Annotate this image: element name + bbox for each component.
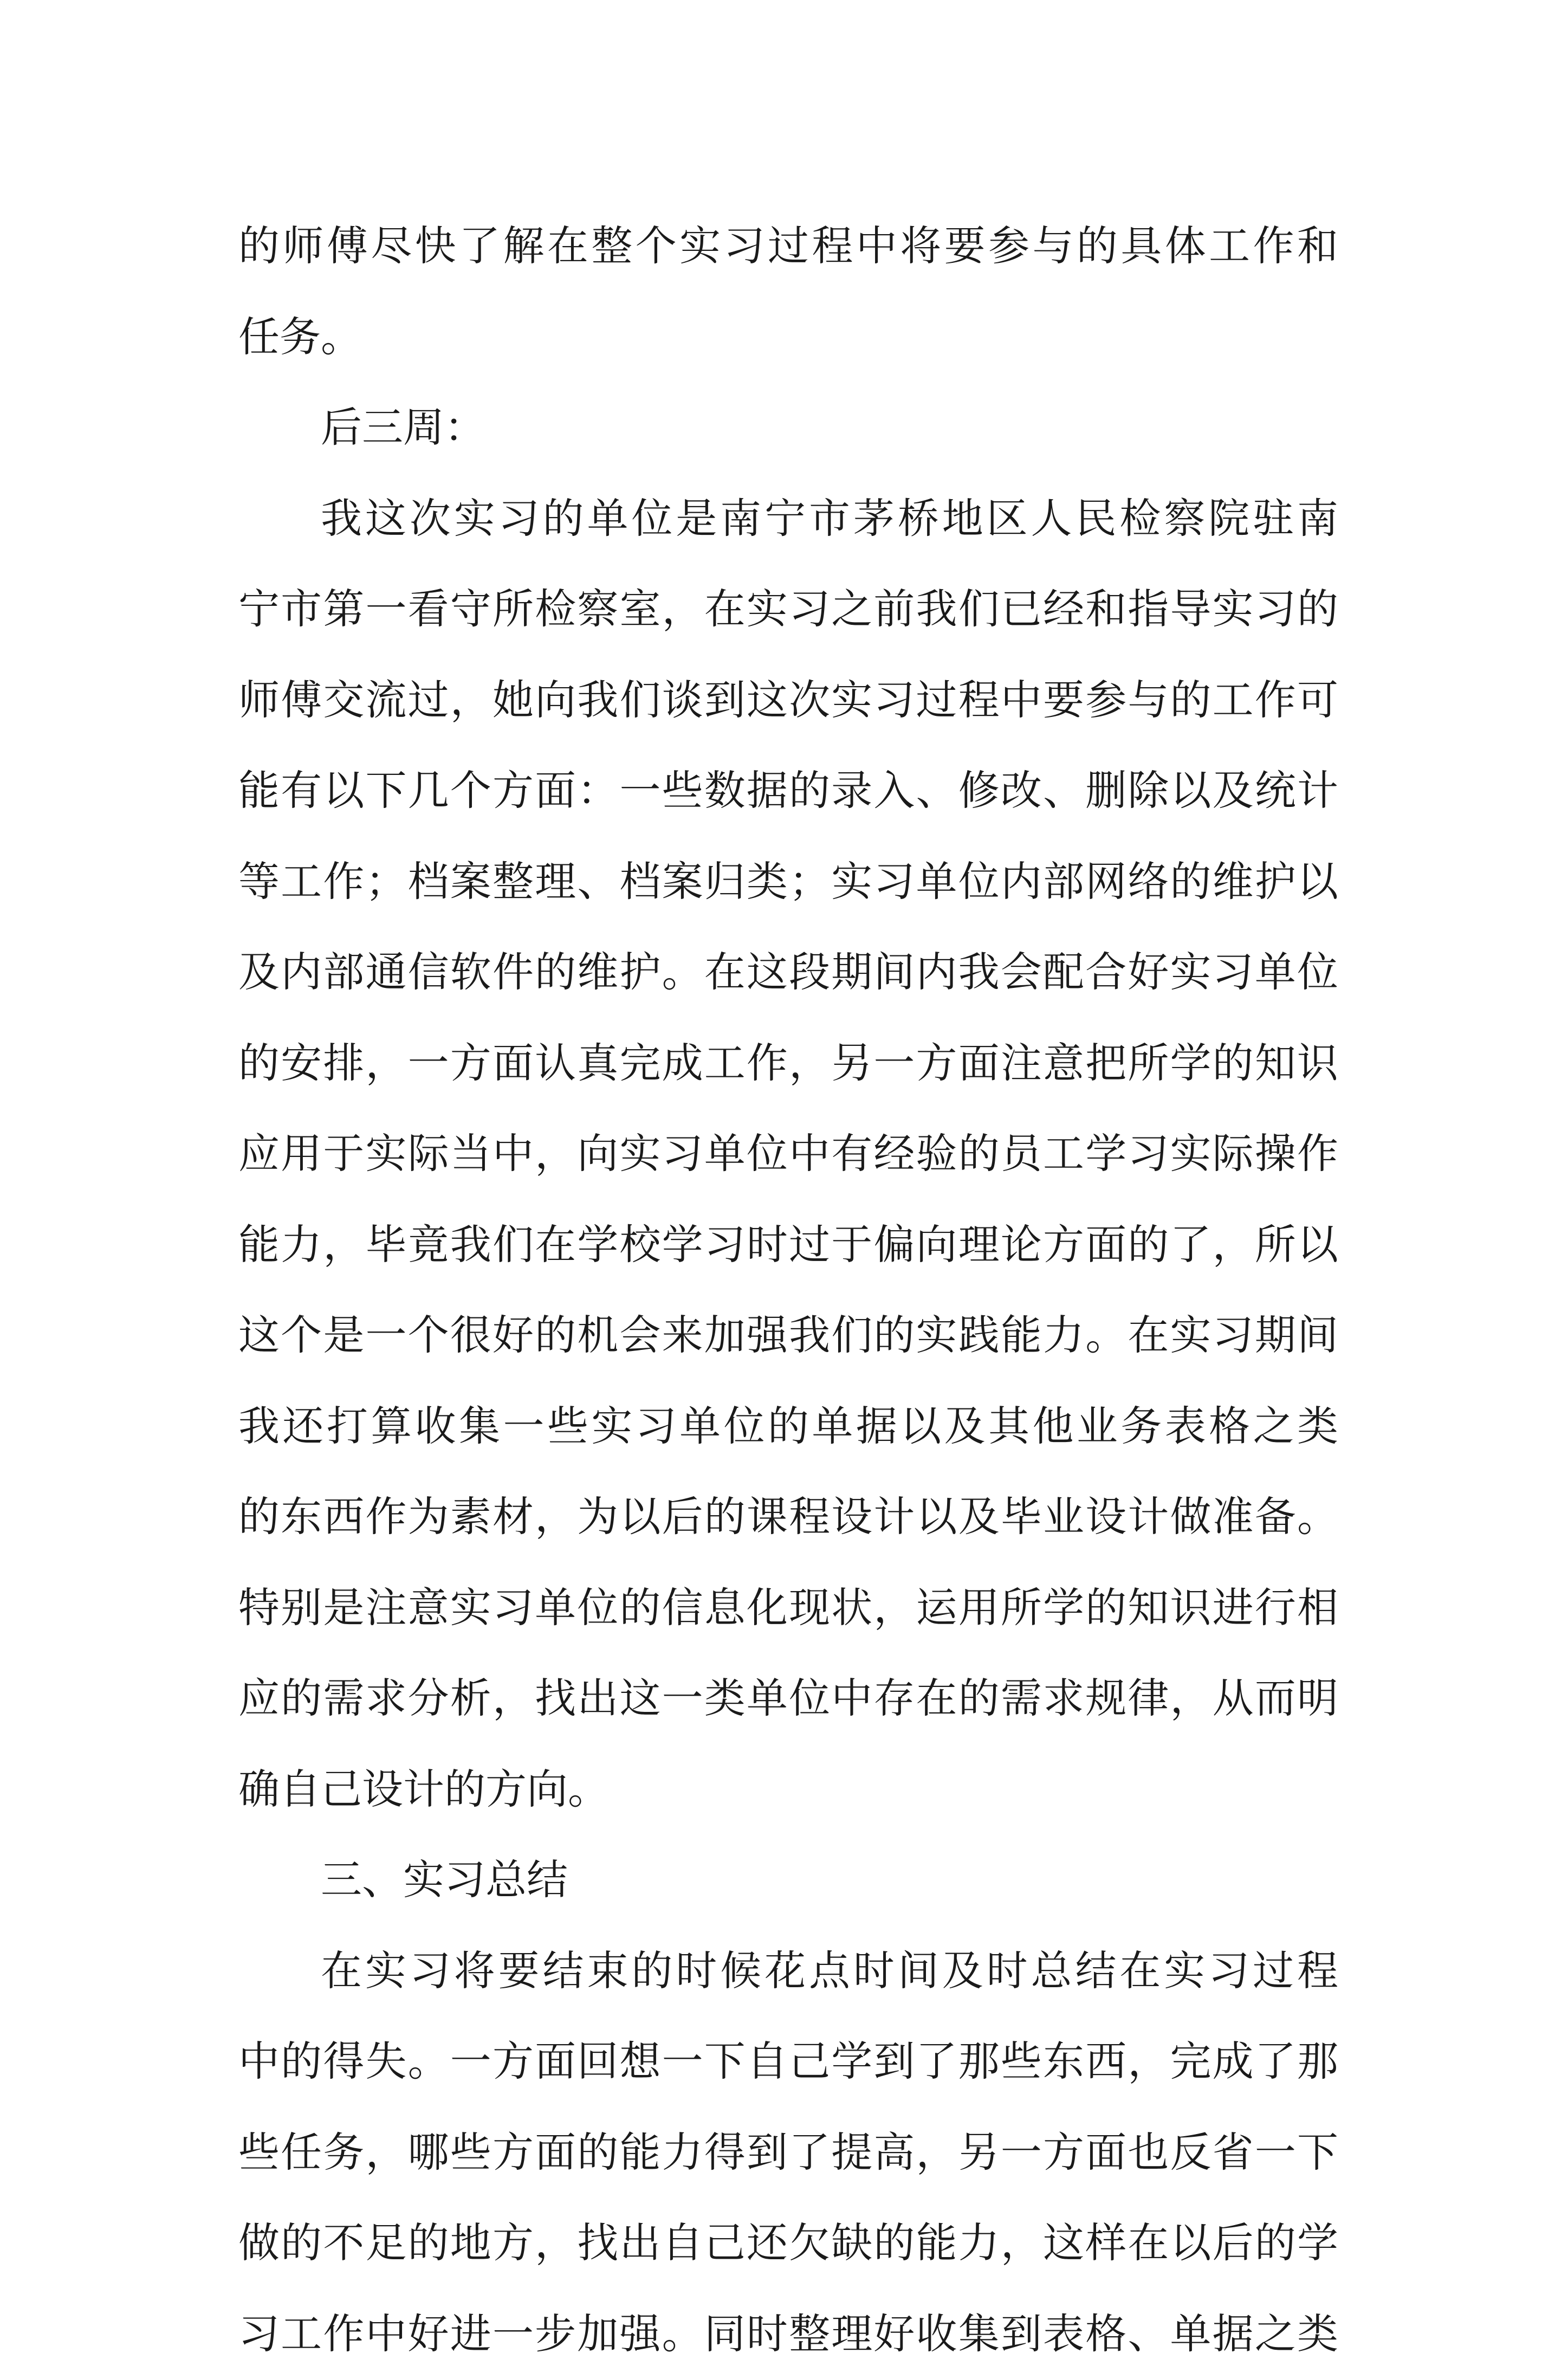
text-line: 我这次实习的单位是南宁市茅桥地区人民检察院驻南 [238, 473, 1338, 564]
text-line: 及内部通信软件的维护。在这段期间内我会配合好实习单位 [238, 927, 1338, 1018]
text-line: 宁市第一看守所检察室，在实习之前我们已经和指导实习的 [238, 564, 1338, 655]
text-line: 的师傅尽快了解在整个实习过程中将要参与的具体工作和 [238, 201, 1338, 292]
text-line: 能力，毕竟我们在学校学习时过于偏向理论方面的了，所以 [238, 1199, 1338, 1290]
text-line: 确自己设计的方向。 [238, 1744, 1338, 1835]
section-heading: 三、实习总结 [238, 1834, 1338, 1925]
text-line: 我还打算收集一些实习单位的单据以及其他业务表格之类 [238, 1381, 1338, 1472]
text-line: 在实习将要结束的时候花点时间及时总结在实习过程 [238, 1925, 1338, 2016]
text-line: 的安排，一方面认真完成工作，另一方面注意把所学的知识 [238, 1018, 1338, 1109]
text-line: 中的得失。一方面回想一下自己学到了那些东西，完成了那 [238, 2016, 1338, 2107]
text-line: 能有以下几个方面：一些数据的录入、修改、删除以及统计 [238, 745, 1338, 836]
text-line: 等工作；档案整理、档案归类；实习单位内部网络的维护以 [238, 836, 1338, 927]
text-line: 应的需求分析，找出这一类单位中存在的需求规律，从而明 [238, 1653, 1338, 1744]
text-line: 做的不足的地方，找出自己还欠缺的能力，这样在以后的学 [238, 2197, 1338, 2289]
text-line: 应用于实际当中，向实习单位中有经验的员工学习实际操作 [238, 1108, 1338, 1199]
text-line: 这个是一个很好的机会来加强我们的实践能力。在实习期间 [238, 1290, 1338, 1381]
text-line: 的东西作为素材，为以后的课程设计以及毕业设计做准备。 [238, 1471, 1338, 1562]
text-line: 任务。 [238, 292, 1338, 383]
body-text [238, 201, 1338, 2379]
text-line: 师傅交流过，她向我们谈到这次实习过程中要参与的工作可 [238, 655, 1338, 746]
text-line: 习工作中好进一步加强。同时整理好收集到表格、单据之类 [238, 2289, 1338, 2379]
text-line: 些任务，哪些方面的能力得到了提高，另一方面也反省一下 [238, 2107, 1338, 2198]
section-heading: 后三周： [238, 382, 1338, 473]
text-line: 特别是注意实习单位的信息化现状，运用所学的知识进行相 [238, 1562, 1338, 1653]
